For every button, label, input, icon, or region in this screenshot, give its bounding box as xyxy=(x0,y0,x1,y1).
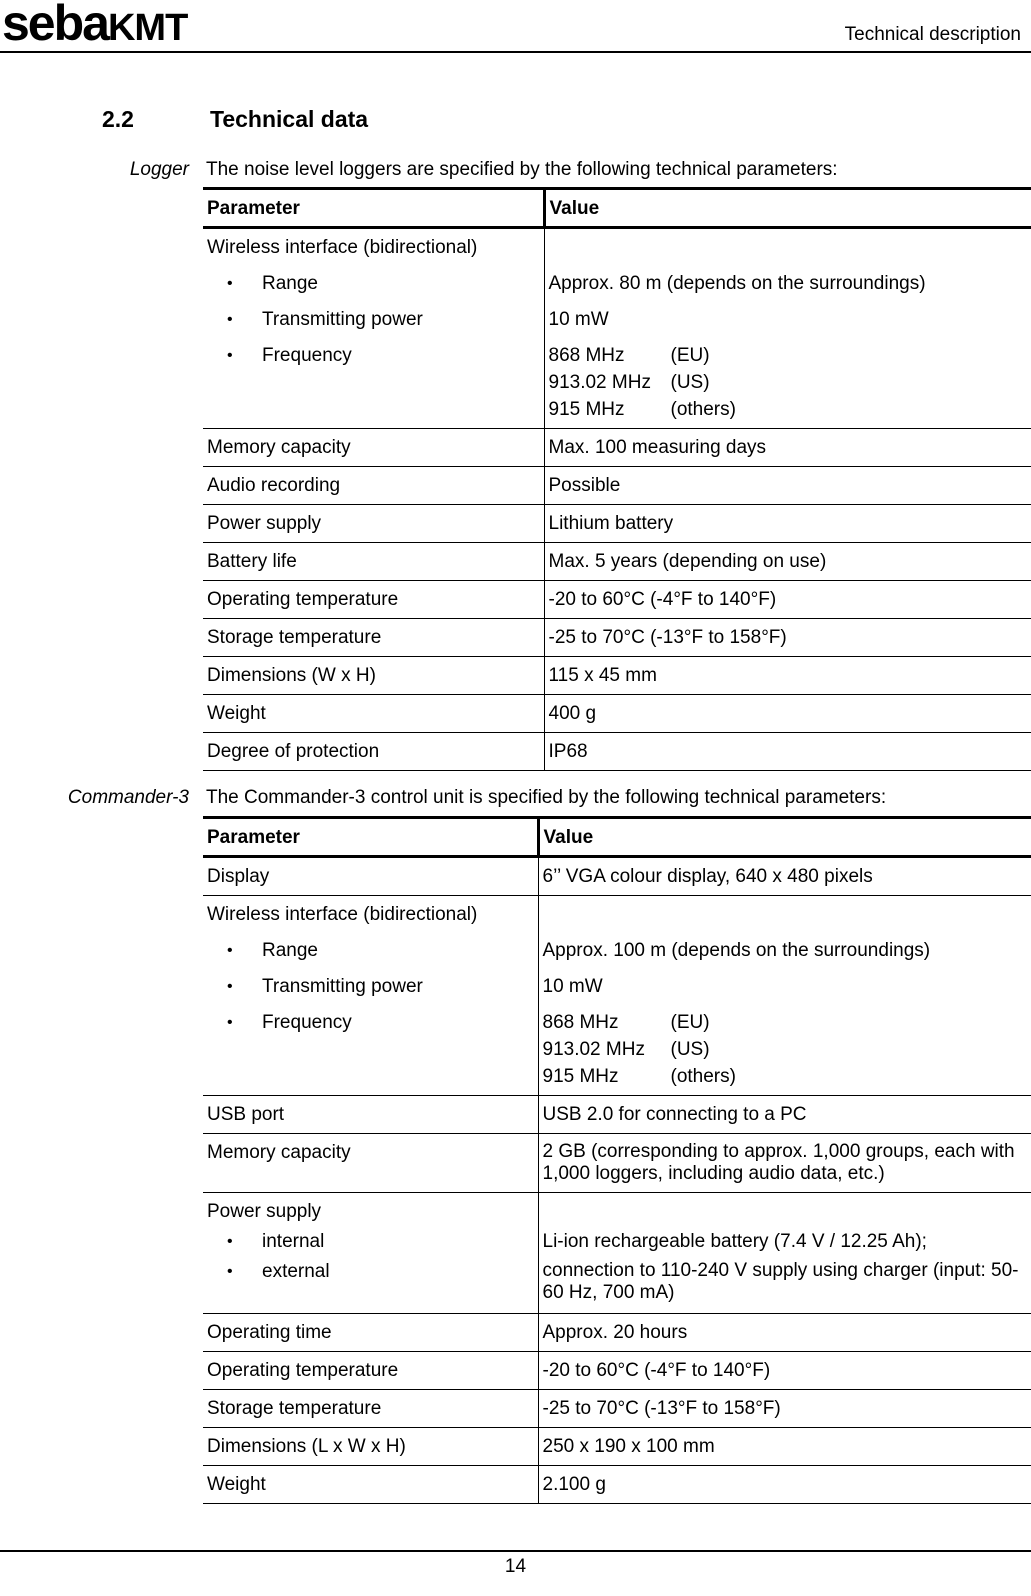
table-row xyxy=(203,1314,1031,1352)
value-cell: Max. 5 years (depending on use) xyxy=(544,543,1031,581)
wireless-label: Wireless interface (bidirectional) xyxy=(207,904,478,925)
param-cell: Degree of protection xyxy=(203,733,544,771)
table-row xyxy=(203,1390,1031,1428)
internal-power-value: Li-ion rechargeable battery (7.4 V / 12.25 Ah); xyxy=(542,1231,927,1252)
power-supply-label: Power supply xyxy=(207,1201,322,1222)
param-cell: USB port xyxy=(203,1096,538,1134)
logger-side-label: Logger xyxy=(129,159,189,180)
table-row xyxy=(203,657,1031,695)
bullet-item: • Frequency xyxy=(207,1011,534,1089)
value-cell: 400 g xyxy=(544,695,1031,733)
section-number: 2.2 xyxy=(102,106,134,132)
value-cell: 2.100 g xyxy=(538,1466,1031,1504)
value-cell: Possible xyxy=(544,467,1031,505)
bullet-item: • Frequency xyxy=(207,344,540,422)
column-header-parameter: Parameter xyxy=(203,189,544,228)
value-cell: -20 to 60°C (-4°F to 140°F) xyxy=(544,581,1031,619)
logo-text-seba: seba xyxy=(2,0,108,51)
freq-mhz: 913.02 MHz xyxy=(542,1039,645,1060)
header-title: Technical description xyxy=(844,24,1021,45)
logo-text-kmt: KMT xyxy=(107,7,188,49)
param-cell: Audio recording xyxy=(203,467,544,505)
commander-side-label: Commander-3 xyxy=(67,787,189,808)
page-number: 14 xyxy=(504,1556,527,1577)
table-row xyxy=(203,467,1031,505)
value-cell: Max. 100 measuring days xyxy=(544,429,1031,467)
value-cell: 250 x 190 x 100 mm xyxy=(538,1428,1031,1466)
table-row xyxy=(203,505,1031,543)
value-cell: -25 to 70°C (-13°F to 158°F) xyxy=(538,1390,1031,1428)
freq-mhz: 915 MHz xyxy=(548,399,625,420)
param-cell: Dimensions (L x W x H) xyxy=(203,1428,538,1466)
param-cell: Memory capacity xyxy=(203,429,544,467)
param-cell: Weight xyxy=(203,1466,538,1504)
table-row xyxy=(203,896,1031,1096)
table-row xyxy=(203,857,1031,896)
param-cell: Operating temperature xyxy=(203,581,544,619)
freq-mhz: 915 MHz xyxy=(542,1066,619,1087)
commander-spec-table xyxy=(203,816,1031,1504)
value-cell: 2 GB (corresponding to approx. 1,000 groups, each with 1,000 loggers, including audio data, etc.) xyxy=(538,1134,1031,1193)
table-row xyxy=(203,429,1031,467)
table-row xyxy=(203,1352,1031,1390)
freq-mhz: 913.02 MHz xyxy=(548,372,651,393)
table-row xyxy=(203,1134,1031,1193)
table-row xyxy=(203,733,1031,771)
param-cell: Weight xyxy=(203,695,544,733)
value-cell: 6’’ VGA colour display, 640 x 480 pixels xyxy=(538,857,1031,896)
freq-mhz: 868 MHz xyxy=(548,345,625,366)
freq-region: (US) xyxy=(670,1039,710,1060)
table-row xyxy=(203,581,1031,619)
table-row xyxy=(203,619,1031,657)
param-cell: Storage temperature xyxy=(203,619,544,657)
param-cell xyxy=(203,896,538,1096)
column-header-value: Value xyxy=(544,189,1031,228)
param-cell: Storage temperature xyxy=(203,1390,538,1428)
commander-intro: The Commander-3 control unit is specified by the following technical parameters: xyxy=(206,787,887,808)
value-cell: -25 to 70°C (-13°F to 158°F) xyxy=(544,619,1031,657)
table-row xyxy=(203,1096,1031,1134)
logger-intro: The noise level loggers are specified by the following technical parameters: xyxy=(206,159,838,180)
table-row xyxy=(203,543,1031,581)
range-value: Approx. 80 m (depends on the surroundings) xyxy=(548,273,926,294)
table-header-row xyxy=(203,189,1031,228)
external-power-value: connection to 110-240 V supply using charger (input: 50-60 Hz, 700 mA) xyxy=(542,1260,1019,1303)
bullet-item: • Transmitting power xyxy=(207,975,534,1011)
freq-region: (others) xyxy=(670,399,736,420)
bullet-item: • Range xyxy=(207,939,534,975)
freq-region: (EU) xyxy=(670,1012,710,1033)
freq-region: (EU) xyxy=(670,345,710,366)
bullet-item: • Transmitting power xyxy=(207,308,540,344)
table-header-row xyxy=(203,818,1031,857)
range-value: Approx. 100 m (depends on the surroundings) xyxy=(542,940,931,961)
logger-spec-table xyxy=(203,187,1031,771)
header-divider xyxy=(0,51,1031,53)
value-cell: Approx. 20 hours xyxy=(538,1314,1031,1352)
value-cell: USB 2.0 for connecting to a PC xyxy=(538,1096,1031,1134)
freq-region: (others) xyxy=(670,1066,736,1087)
value-cell: 115 x 45 mm xyxy=(544,657,1031,695)
param-cell: Operating time xyxy=(203,1314,538,1352)
table-row xyxy=(203,1193,1031,1314)
company-logo xyxy=(2,0,228,51)
value-cell: -20 to 60°C (-4°F to 140°F) xyxy=(538,1352,1031,1390)
param-cell: Dimensions (W x H) xyxy=(203,657,544,695)
table-row xyxy=(203,1428,1031,1466)
value-cell xyxy=(538,896,1031,1096)
wireless-label: Wireless interface (bidirectional) xyxy=(207,237,478,258)
bullet-item: • external xyxy=(207,1260,534,1307)
column-header-parameter: Parameter xyxy=(203,818,538,857)
freq-mhz: 868 MHz xyxy=(542,1012,619,1033)
value-cell: Lithium battery xyxy=(544,505,1031,543)
param-cell xyxy=(203,1193,538,1314)
param-cell xyxy=(203,228,544,429)
bullet-item: • Range xyxy=(207,272,540,308)
value-cell xyxy=(538,1193,1031,1314)
table-row xyxy=(203,228,1031,429)
param-cell: Display xyxy=(203,857,538,896)
value-cell xyxy=(544,228,1031,429)
table-row xyxy=(203,1466,1031,1504)
param-cell: Memory capacity xyxy=(203,1134,538,1193)
column-header-value: Value xyxy=(538,818,1031,857)
footer-divider xyxy=(0,1550,1031,1552)
freq-region: (US) xyxy=(670,372,710,393)
param-cell: Battery life xyxy=(203,543,544,581)
param-cell: Power supply xyxy=(203,505,544,543)
param-cell: Operating temperature xyxy=(203,1352,538,1390)
table-row xyxy=(203,695,1031,733)
power-value: 10 mW xyxy=(542,976,603,997)
section-title: Technical data xyxy=(210,106,369,132)
power-value: 10 mW xyxy=(548,309,609,330)
value-cell: IP68 xyxy=(544,733,1031,771)
bullet-item: • internal xyxy=(207,1230,534,1260)
